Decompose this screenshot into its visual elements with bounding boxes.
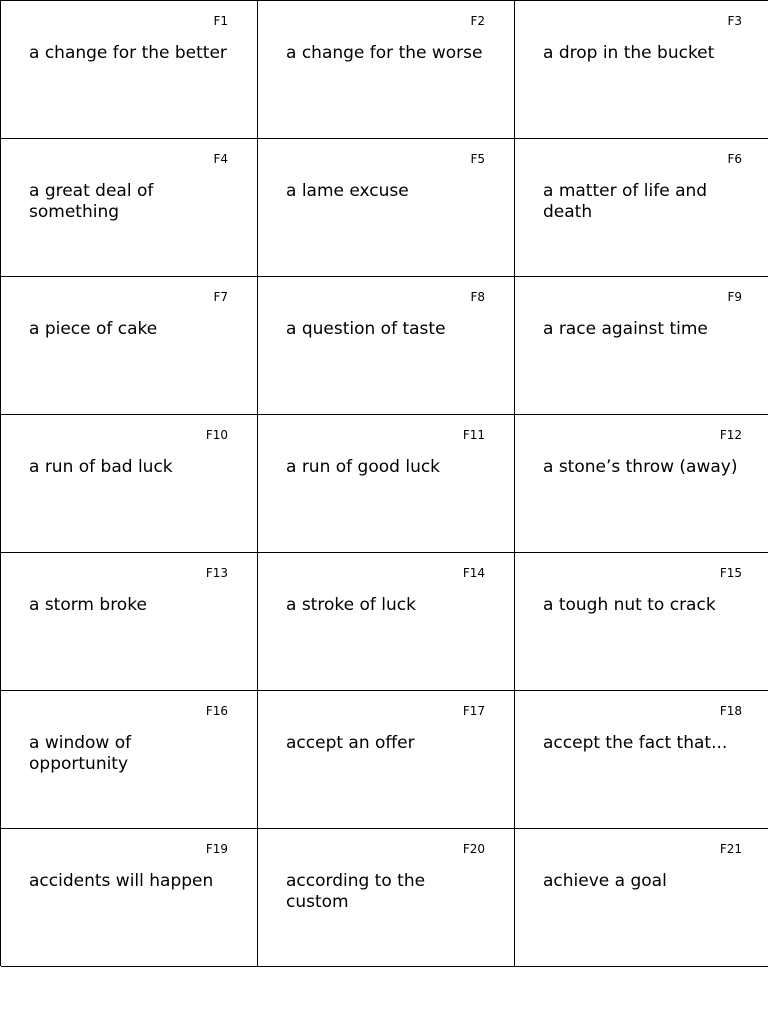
card-phrase: a piece of cake	[29, 319, 158, 339]
card-code: F11	[462, 428, 485, 442]
flashcard	[1, 277, 258, 415]
card-code: F15	[719, 566, 742, 580]
flashcard	[1, 139, 258, 277]
card-phrase: a matter of life and death	[543, 181, 708, 222]
card-phrase: a tough nut to crack	[543, 595, 716, 615]
card-phrase: a stone’s throw (away)	[543, 457, 738, 477]
flashcard	[258, 1, 515, 139]
card-code: F18	[719, 704, 742, 718]
flashcard	[515, 1, 768, 139]
card-code: F12	[719, 428, 742, 442]
card-phrase: a change for the worse	[286, 43, 483, 63]
flashcard	[515, 553, 768, 691]
card-phrase: a lame excuse	[286, 181, 409, 201]
flashcard	[1, 829, 258, 967]
flashcard	[258, 277, 515, 415]
card-phrase: a drop in the bucket	[543, 43, 715, 63]
card-code: F5	[470, 152, 485, 166]
card-code: F6	[727, 152, 742, 166]
card-phrase: according to the custom	[286, 871, 426, 912]
flashcard	[515, 415, 768, 553]
card-code: F1	[213, 14, 228, 28]
card-phrase: a run of bad luck	[29, 457, 173, 477]
card-phrase: a great deal of something	[29, 181, 154, 222]
card-code: F21	[719, 842, 742, 856]
card-code: F14	[462, 566, 485, 580]
card-phrase: accept an offer	[286, 733, 415, 753]
flashcard	[258, 139, 515, 277]
flashcard	[515, 277, 768, 415]
card-code: F2	[470, 14, 485, 28]
card-code: F16	[205, 704, 228, 718]
flashcard	[1, 553, 258, 691]
card-code: F20	[462, 842, 485, 856]
card-phrase: a question of taste	[286, 319, 446, 339]
card-code: F13	[205, 566, 228, 580]
flashcard	[1, 1, 258, 139]
flashcard	[258, 553, 515, 691]
flashcard	[515, 691, 768, 829]
flashcard	[515, 829, 768, 967]
flashcard	[1, 691, 258, 829]
card-phrase: achieve a goal	[543, 871, 667, 891]
card-phrase: a run of good luck	[286, 457, 441, 477]
card-phrase: accidents will happen	[29, 871, 214, 891]
flashcard	[258, 829, 515, 967]
flashcard	[258, 691, 515, 829]
card-code: F9	[727, 290, 742, 304]
card-phrase: a race against time	[543, 319, 708, 339]
flashcard	[258, 415, 515, 553]
card-code: F17	[462, 704, 485, 718]
card-phrase: a window of opportunity	[29, 733, 132, 774]
card-code: F8	[470, 290, 485, 304]
card-code: F4	[213, 152, 228, 166]
card-code: F3	[727, 14, 742, 28]
card-phrase: a stroke of luck	[286, 595, 416, 615]
card-code: F10	[205, 428, 228, 442]
card-phrase: accept the fact that...	[543, 733, 728, 753]
card-code: F19	[205, 842, 228, 856]
card-code: F7	[213, 290, 228, 304]
card-phrase: a change for the better	[29, 43, 227, 63]
flashcard	[515, 139, 768, 277]
flashcard	[1, 415, 258, 553]
card-phrase: a storm broke	[29, 595, 147, 615]
